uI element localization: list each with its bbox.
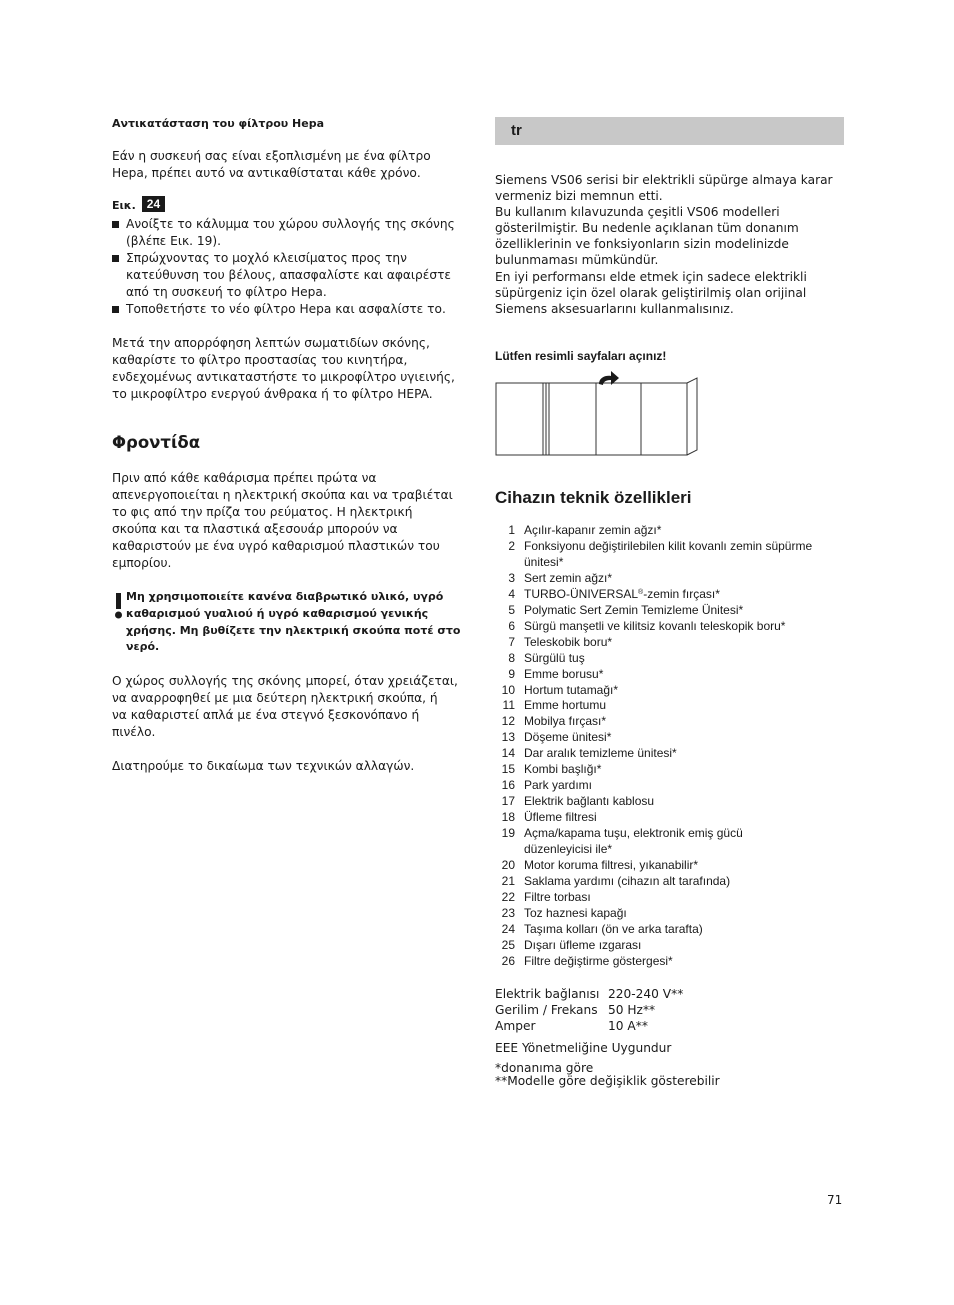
step-item: Τοποθετήστε το νέο φίλτρο Hepa και ασφαλίστε το. <box>112 301 462 318</box>
part-label: Park yardımı <box>524 778 593 793</box>
part-number: 23 <box>501 905 515 920</box>
part-number: 17 <box>501 794 515 809</box>
part-label: Açılır-kapanır zemin ağzı* <box>524 523 662 537</box>
specs-heading: Cihazın teknik özellikleri <box>495 488 692 507</box>
spec-key: Elektrik bağlanısı <box>495 987 600 1001</box>
part-label: Sürgülü tuş <box>524 650 585 665</box>
part-number: 14 <box>501 746 515 761</box>
spec-value: 220-240 V** <box>608 987 684 1001</box>
spec-row <box>495 986 683 1002</box>
part-number: 16 <box>501 778 515 793</box>
part-label: Mobilya fırçası* <box>524 714 607 729</box>
part-label-suffix: -zemin fırçası* <box>643 586 720 601</box>
open-pages-note: Lütfen resimli sayfaları açınız! <box>495 349 667 363</box>
part-label: Emme hortumu <box>524 698 607 713</box>
part-number: 19 <box>501 826 515 841</box>
dust-text: Ο χώρος συλλογής της σκόνης μπορεί, όταν χρειάζεται, να αναρροφηθεί με μια δεύτερη ηλεκτρική σκούπα, ή να καθαριστεί απλά με ένα στεγνό ξεσκονόπανο ή πινέλο. <box>112 674 458 739</box>
part-number: 12 <box>501 714 515 729</box>
spec-row <box>495 1002 683 1018</box>
part-label: Döşeme ünitesi* <box>524 730 612 745</box>
part-number: 15 <box>501 762 515 777</box>
page-number: 71 <box>827 1193 843 1207</box>
part-label: Elektrik bağlantı kablosu <box>524 794 655 809</box>
part-label: Açma/kapama tuşu, elektronik emiş gücü düzenleyicisi ile* <box>524 826 743 857</box>
part-number: 21 <box>501 873 515 888</box>
book-icon <box>495 370 701 458</box>
part-item <box>495 890 845 906</box>
part-item <box>495 954 845 970</box>
part-item <box>495 874 845 890</box>
part-label: Motor koruma filtresi, yıkanabilir* <box>524 858 699 873</box>
part-item <box>495 906 845 922</box>
figure-number-badge: 24 <box>142 196 165 212</box>
step-item: Ανοίξτε το κάλυμμα του χώρου συλλογής της σκόνης (βλέπε Εικ. 19). <box>112 216 462 250</box>
part-number: 8 <box>508 650 515 665</box>
figure-label: Εικ. <box>112 199 136 212</box>
part-item <box>495 603 845 619</box>
part-number: 7 <box>508 634 515 649</box>
part-number: 18 <box>501 810 515 825</box>
part-item <box>495 619 845 635</box>
spec-value: 10 A** <box>608 1019 648 1033</box>
part-number: 20 <box>501 858 515 873</box>
part-item <box>495 635 845 651</box>
care-text: Πριν από κάθε καθάρισμα πρέπει πρώτα να απενεργοποιείται η ηλεκτρική σκούπα και να τραβιέται το φις από την πρίζα του ρεύματος. Η ηλεκτρική σκούπα και τα πλαστικά αξεσουάρ μπορούν να καθαριστούν με ένα υγρό καθαρισμού πλαστικών του εμπορίου. <box>112 471 453 570</box>
part-item <box>495 762 845 778</box>
part-label: Teleskobik boru* <box>524 634 613 649</box>
part-label: Üfleme filtresi <box>524 810 597 825</box>
part-number: 2 <box>508 538 515 553</box>
part-item <box>495 810 845 826</box>
part-item <box>495 714 845 730</box>
part-item <box>495 698 845 714</box>
part-number: 11 <box>502 698 515 713</box>
part-number: 25 <box>501 937 515 952</box>
registered-mark: ® <box>638 588 644 596</box>
spec-key: Amper <box>495 1019 536 1033</box>
footnote-1: *donanıma göre <box>495 1061 594 1075</box>
after-steps-text: Μετά την απορρόφηση λεπτών σωματιδίων σκόνης, καθαρίστε το φίλτρο προστασίας του κινητήρα, ενδεχομένως αντικαταστήστε το μικροφίλτρο υγιεινής, το μικροφίλτρο ενεργού άνθρακα ή το φίλτρο HEPA. <box>112 336 455 401</box>
part-label: Toz haznesi kapağı <box>524 905 627 920</box>
part-label: TURBO-ÜNIVERSAL <box>524 586 639 601</box>
part-number: 5 <box>508 602 515 617</box>
part-label: Polymatic Sert Zemin Temizleme Ünitesi* <box>524 602 744 617</box>
part-number: 13 <box>501 730 515 745</box>
part-label: Dışarı üfleme ızgarası <box>524 937 642 952</box>
part-number: 6 <box>508 618 515 633</box>
part-label: Sürgü manşetli ve kilitsiz kovanlı teleskopik boru* <box>524 618 786 633</box>
part-item <box>495 571 845 587</box>
part-label: Kombi başlığı* <box>524 762 602 777</box>
spec-row <box>495 1018 683 1034</box>
hepa-intro: Εάν η συσκευή σας είναι εξοπλισμένη με ένα φίλτρο Hepa, πρέπει αυτό να αντικαθίσταται κάθε χρόνο. <box>112 149 431 180</box>
part-item <box>495 858 845 874</box>
figure-reference <box>112 196 165 212</box>
part-label: Sert zemin ağzı* <box>524 570 613 585</box>
part-item <box>495 683 845 699</box>
part-item <box>495 587 845 603</box>
part-item <box>495 667 845 683</box>
part-number: 24 <box>501 921 515 936</box>
part-number: 1 <box>508 523 515 537</box>
warning-text: Μη χρησιμοποιείτε κανένα διαβρωτικό υλικό, υγρό καθαρισμού γυαλιού ή υγρό καθαρισμού γενικής χρήσης. Μη βυθίζετε την ηλεκτρική σκούπα ποτέ στο νερό. <box>126 590 461 654</box>
part-label: Filtre torbası <box>524 889 591 904</box>
part-item <box>495 826 845 858</box>
part-item <box>495 746 845 762</box>
intro-text: Siemens VS06 serisi bir elektrikli süpürge almaya karar vermeniz bizi memnun etti. Bu kullanım kılavuzunda çeşitli VS06 modelleri gösterilmiştir. Bu nedenle açıklanan tüm donanım özelliklerinin ve fonksiyonların sizin modelinizde bulunmaması mümkündür. En iyi performansı elde etmek için sadece elektrikli süpürgeniz için özel olarak geliştirilmiş olan orijinal Siemens aksesuarlarını kullanmalısınız. <box>495 173 833 316</box>
parts-list <box>495 523 845 970</box>
part-label: Saklama yardımı (cihazın alt tarafında) <box>524 873 731 888</box>
part-number: 26 <box>501 953 515 968</box>
part-label: Filtre değiştirme göstergesi* <box>524 953 673 968</box>
part-item <box>495 539 845 571</box>
hepa-heading: Αντικατάσταση του φίλτρου Hepa <box>112 117 324 130</box>
footnote-2: **Modelle göre değişiklik gösterebilir <box>495 1074 720 1088</box>
part-number: 9 <box>508 666 515 681</box>
step-item: Σπρώχνοντας το μοχλό κλεισίματος προς την κατεύθυνση του βέλους, απασφαλίστε και αφαιρέστε από τη συσκευή το φίλτρο Hepa. <box>112 250 462 301</box>
step-list <box>112 216 462 318</box>
spec-value: 50 Hz** <box>608 1003 656 1017</box>
spec-key: Gerilim / Frekans <box>495 1003 598 1017</box>
spec-table <box>495 986 683 1034</box>
part-label: Fonksiyonu değiştirilebilen kilit kovanlı zemin süpürme ünitesi* <box>524 538 813 569</box>
part-number: 10 <box>501 682 515 697</box>
part-number: 3 <box>508 570 515 585</box>
language-bar <box>495 117 844 145</box>
part-label: Hortum tutamağı* <box>524 682 619 697</box>
care-heading: Φροντίδα <box>112 433 201 452</box>
rights-text: Διατηρούμε το δικαίωμα των τεχνικών αλλαγών. <box>112 759 415 773</box>
part-label: Emme borusu* <box>524 666 604 681</box>
part-label: Taşıma kolları (ön ve arka tarafta) <box>524 921 703 936</box>
part-number: 22 <box>501 889 515 904</box>
warning-icon <box>114 593 124 619</box>
eee-compliance: EEE Yönetmeliğine Uygundur <box>495 1041 672 1055</box>
part-label: Dar aralık temizleme ünitesi* <box>524 746 677 761</box>
part-item <box>495 651 845 667</box>
part-item <box>495 778 845 794</box>
part-number: 4 <box>508 586 515 601</box>
language-code: tr <box>511 122 522 139</box>
part-item <box>495 794 845 810</box>
part-item <box>495 523 845 539</box>
part-item <box>495 730 845 746</box>
part-item <box>495 922 845 938</box>
part-item <box>495 938 845 954</box>
